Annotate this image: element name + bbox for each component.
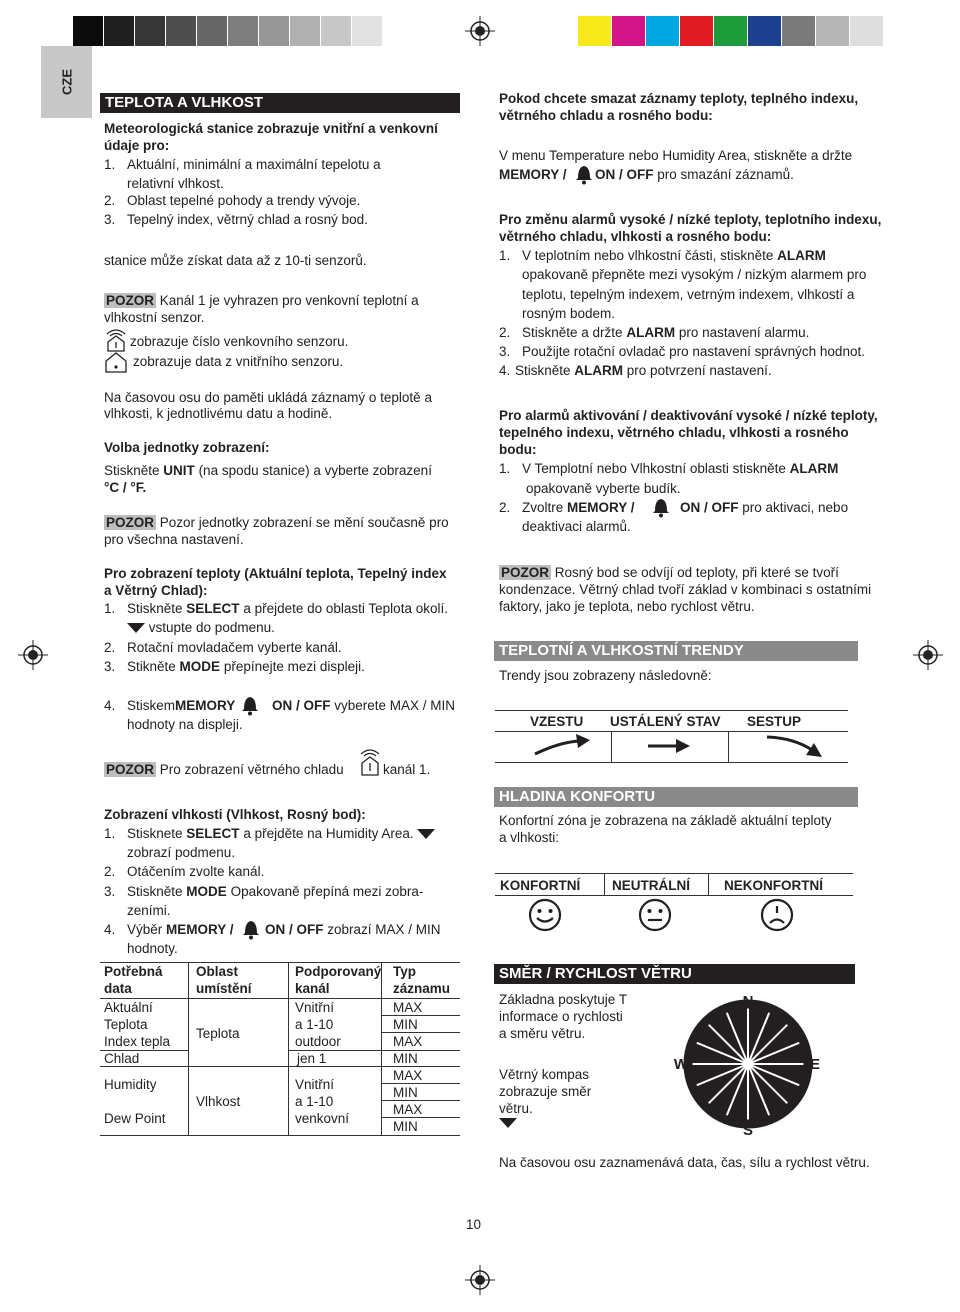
list-item: Stiskněte ALARM pro potvrzení nastavení. <box>515 363 772 378</box>
pozor-note: POZOR Pozor jednotky zobrazení se mění současně pro <box>106 515 449 530</box>
table-header: Podporovaný <box>295 964 382 979</box>
grey-swatch <box>259 16 289 46</box>
list-item: 1. <box>104 157 116 172</box>
paragraph: Základna poskytuje T <box>499 992 628 1007</box>
paragraph: vlhkostní senzor. <box>104 310 205 325</box>
outdoor-sensor-icon <box>358 746 382 776</box>
subheading: Volba jednotky zobrazení: <box>104 440 270 455</box>
list-item: ON / OFF vyberete MAX / MIN <box>272 698 456 713</box>
comfort-label: KONFORTNÍ <box>500 878 581 893</box>
subheading: Pro zobrazení teploty (Aktuální teplota, Tepelný index <box>104 566 447 581</box>
table-cell: MIN <box>393 1119 418 1134</box>
grey-swatch <box>321 16 351 46</box>
list-item: teplotu, tepelným indexem, vetrným indexem, vlhkostí a <box>522 287 855 302</box>
paragraph: kanál 1. <box>383 762 431 777</box>
list-number: 3. <box>104 659 116 674</box>
paragraph: pro všechna nastavení. <box>104 532 244 547</box>
subheading: tepelného indexu, větrného chladu, vlhkosti a rosného <box>499 425 849 440</box>
table-cell: Humidity <box>104 1077 157 1092</box>
paragraph: Konfortní zóna je zobrazena na základě aktuální teploty <box>499 813 832 828</box>
neutral-face-icon <box>638 898 672 932</box>
table-header: umístění <box>196 981 252 996</box>
grey-swatch <box>135 16 165 46</box>
subheading: a Větrný Chlad): <box>104 583 208 598</box>
subheading: Zobrazení vlhkosti (Vlhkost, Rosný bod): <box>104 807 366 822</box>
registration-mark-icon <box>18 640 48 670</box>
language-label: CZE <box>59 69 74 95</box>
list-item: relativní vlhkost. <box>127 176 224 191</box>
compass-south-label: S <box>742 1122 754 1138</box>
table-cell: Dew Point <box>104 1111 166 1126</box>
list-number: 2. <box>104 640 116 655</box>
table-header: Typ <box>393 964 416 979</box>
pozor-label: POZOR <box>106 762 155 777</box>
grey-swatch <box>197 16 227 46</box>
table-cell: Aktuální <box>104 1000 153 1015</box>
table-cell: jen 1 <box>297 1051 327 1066</box>
down-arrow-icon <box>417 829 435 839</box>
down-arrow-icon <box>499 1118 517 1128</box>
list-number: 1. <box>104 601 116 616</box>
subheading: větrného chladu, vlhkosti a rosného bodu: <box>499 229 772 244</box>
pozor-label: POZOR <box>106 293 155 308</box>
color-swatch <box>680 16 713 46</box>
list-item: Stiskněte a držte ALARM pro nastavení alarmu. <box>522 325 810 340</box>
table-cell: Chlad <box>104 1051 140 1066</box>
pozor-note: POZOR Pro zobrazení větrného chladu <box>106 762 344 777</box>
paragraph: a vlhkosti: <box>499 830 560 845</box>
list-item: Stisknete SELECT a přejděte na Humidity Area. <box>127 824 435 843</box>
header-text: TEPLOTA A VLHKOST <box>105 94 264 111</box>
sad-face-icon <box>760 898 794 932</box>
paragraph: zobrazuje číslo venkovního senzoru. <box>130 334 349 349</box>
happy-face-icon <box>528 898 562 932</box>
pozor-note: POZOR Kanál 1 je vyhrazen pro venkovní teplotní a <box>106 293 419 308</box>
paragraph: zobrazuje data z vnitřního senzoru. <box>133 354 344 369</box>
paragraph: Stiskněte UNIT (na spodu stanice) a vyberte zobrazení <box>104 463 432 478</box>
grey-swatch <box>166 16 196 46</box>
subheading: Pokod chcete smazat záznamy teploty, teplného indexu, <box>499 91 859 106</box>
paragraph: Větrný kompas <box>499 1067 590 1082</box>
grey-swatch <box>290 16 320 46</box>
table-header: kanál <box>295 981 330 996</box>
color-swatch <box>850 16 883 46</box>
compass-east-label: E <box>809 1056 821 1073</box>
color-swatch <box>748 16 781 46</box>
intro-text: údaje pro: <box>104 138 170 153</box>
table-cell: Vnitřní <box>295 1077 335 1092</box>
language-tab <box>41 46 92 118</box>
list-item: Stiskněte MODE Opakovaně přepíná mezi zobra- <box>127 884 424 899</box>
bell-icon <box>241 918 261 940</box>
section-header-temp-humidity <box>100 93 460 113</box>
uncomfort-label: NEKONFORTNÍ <box>724 878 823 893</box>
list-item: Výběr MEMORY / <box>127 922 234 937</box>
compass-north-label: N <box>742 993 754 1010</box>
list-item: rosným bodem. <box>522 306 616 321</box>
list-number: 1. <box>499 248 511 263</box>
table-cell: a 1-10 <box>295 1017 334 1032</box>
registration-mark-icon <box>913 640 943 670</box>
list-number: 4. <box>104 698 116 713</box>
outdoor-sensor-icon <box>104 326 128 352</box>
list-item: StiskemMEMORY <box>127 698 236 713</box>
table-cell: Teplota <box>104 1017 148 1032</box>
compass-west-label: W <box>673 1056 689 1073</box>
paragraph: V menu Temperature nebo Humidity Area, stiskněte a držte <box>499 148 853 163</box>
list-item: opakovaně vyberte budík. <box>526 481 681 496</box>
list-number: 2. <box>104 193 116 208</box>
table-cell: MIN <box>393 1051 418 1066</box>
list-number: 2. <box>499 500 511 515</box>
list-item: hodnoty. <box>127 941 178 956</box>
list-number: 3. <box>104 884 116 899</box>
paragraph: ON / OFF pro smazání záznamů. <box>595 167 794 182</box>
list-number: 3. <box>499 344 511 359</box>
bell-icon <box>651 496 671 518</box>
list-item: Stiskněte SELECT a přejdete do oblasti Teplota okolí. <box>127 601 448 616</box>
subheading: větrného chladu a rosného bodu: <box>499 108 713 123</box>
trend-falling-label: SESTUP <box>747 714 802 729</box>
subheading: bodu: <box>499 442 537 457</box>
list-item: V Templotní nebo Vlhkostní oblasti stiskněte ALARM <box>522 461 839 476</box>
paragraph: Na časovou osu do paměti ukládá záznamý o teplotě a <box>104 390 432 405</box>
paragraph: větru. <box>499 1101 533 1116</box>
paragraph: zobrazuje směr <box>499 1084 592 1099</box>
table-header: záznamu <box>393 981 451 996</box>
intro-text: Meteorologická stanice zobrazuje vnitřní a venkovní <box>104 121 438 136</box>
list-number: 4. <box>499 363 511 378</box>
subheading: Pro změnu alarmů vysoké / nízké teploty, teplotního indexu, <box>499 212 882 227</box>
table-cell: Vlhkost <box>196 1094 241 1109</box>
table-cell: Teplota <box>196 1026 240 1041</box>
trend-steady-arrow-icon <box>646 736 692 756</box>
compass-spokes <box>692 1008 804 1120</box>
list-item: ON / OFF zobrazí MAX / MIN <box>265 922 441 937</box>
registration-mark-icon <box>465 16 495 46</box>
list-item: deaktivaci alarmů. <box>522 519 631 534</box>
section-header-wind <box>494 964 855 984</box>
color-swatch <box>714 16 747 46</box>
list-item: Oblast tepelné pohody a trendy vývoje. <box>127 193 361 208</box>
list-item: Aktuální, minimální a maximální tepelotu a <box>127 157 381 172</box>
list-item: Otáčením zvolte kanál. <box>127 864 265 879</box>
list-item: V teplotním nebo vlhkostní části, stiskněte ALARM <box>522 248 826 263</box>
wind-compass <box>670 990 826 1138</box>
list-number: 3. <box>104 212 116 227</box>
table-cell: MIN <box>393 1017 418 1032</box>
table-header: Potřebná <box>104 964 163 979</box>
paragraph: a směru větru. <box>499 1026 586 1041</box>
list-item: ON / OFF pro aktivaci, nebo <box>680 500 849 515</box>
table-header: Oblast <box>196 964 239 979</box>
header-text: TEPLOTNÍ A VLHKOSTNÍ TRENDY <box>499 642 744 659</box>
paragraph: informace o rychlosti <box>499 1009 623 1024</box>
paragraph: kondenzace. Větrný chlad tvoří základ v kombinaci s ostatními <box>499 582 872 597</box>
table-cell: a 1-10 <box>295 1094 334 1109</box>
table-cell: outdoor <box>295 1034 341 1049</box>
list-item: Použijte rotační ovladač pro nastavení správných hodnot. <box>522 344 865 359</box>
table-cell: Index tepla <box>104 1034 171 1049</box>
indoor-sensor-icon <box>104 351 128 373</box>
pozor-note: POZOR Rosný bod se odvíjí od teploty, při které se tvoří <box>501 565 839 580</box>
trend-up-arrow-icon <box>532 732 594 758</box>
color-swatch <box>782 16 815 46</box>
list-item: Zvoltre MEMORY / <box>522 500 635 515</box>
header-text: HLADINA KONFORTU <box>499 788 656 805</box>
page-number: 10 <box>466 1217 482 1232</box>
list-number: 2. <box>104 864 116 879</box>
list-item: Rotační movladačem vyberte kanál. <box>127 640 342 655</box>
header-text: SMĚR / RYCHLOST VĚTRU <box>499 965 692 982</box>
list-item: zeními. <box>127 903 171 918</box>
grey-swatch <box>104 16 134 46</box>
bell-icon <box>240 694 260 716</box>
registration-mark-icon <box>465 1265 495 1295</box>
color-swatch <box>578 16 611 46</box>
color-swatch <box>612 16 645 46</box>
list-number: 1. <box>104 826 116 841</box>
trend-down-arrow-icon <box>764 732 826 760</box>
paragraph: MEMORY / <box>499 167 567 182</box>
table-cell: MIN <box>393 1085 418 1100</box>
table-cell: MAX <box>393 1068 423 1083</box>
list-item: Tepelný index, větrný chlad a rosný bod. <box>127 212 368 227</box>
pozor-label: POZOR <box>106 515 155 530</box>
pozor-label: POZOR <box>501 565 550 580</box>
paragraph: stanice může získat data až z 10-ti senzorů. <box>104 253 367 268</box>
color-swatch <box>646 16 679 46</box>
paragraph: vlhkosti, k jednotlivému datu a hodině. <box>104 406 333 421</box>
list-item: zobrazí podmenu. <box>127 845 236 860</box>
section-header-trends <box>494 641 858 661</box>
table-cell: MAX <box>393 1000 423 1015</box>
grey-swatch <box>73 16 103 46</box>
list-item: Stikněte MODE přepínejte mezi displeji. <box>127 659 365 674</box>
section-header-comfort <box>494 787 858 807</box>
list-number: 1. <box>499 461 511 476</box>
table-cell: Vnitřní <box>295 1000 335 1015</box>
paragraph: Na časovou osu zaznamenává data, čas, sílu a rychlost větru. <box>499 1155 870 1170</box>
neutral-label: NEUTRÁLNÍ <box>612 878 690 893</box>
subheading: Pro alarmů aktivování / deaktivování vysoké / nízké teploty, <box>499 408 878 423</box>
table-cell: MAX <box>393 1034 423 1049</box>
list-number: 2. <box>499 325 511 340</box>
table-cell: venkovní <box>295 1111 350 1126</box>
bell-icon <box>574 163 594 185</box>
down-arrow-icon <box>127 623 145 633</box>
paragraph: faktory, jako je teplota, nebo rychlost větru. <box>499 599 755 614</box>
table-cell: MAX <box>393 1102 423 1117</box>
list-item: opakovaně přepněte mezi vysokým / nizkým alarmem pro <box>522 267 867 282</box>
list-item: vstupte do podmenu. <box>127 618 275 637</box>
trend-rising-label: VZESTU <box>530 714 584 729</box>
grey-swatch <box>352 16 382 46</box>
trend-steady-label: USTÁLENÝ STAV <box>610 714 721 729</box>
list-item: hodnoty na displeji. <box>127 717 243 732</box>
paragraph: Trendy jsou zobrazeny následovně: <box>499 668 712 683</box>
grey-swatch <box>228 16 258 46</box>
color-swatch <box>816 16 849 46</box>
unit-values: °C / °F. <box>104 480 147 495</box>
list-number: 4. <box>104 922 116 937</box>
table-header: data <box>104 981 132 996</box>
